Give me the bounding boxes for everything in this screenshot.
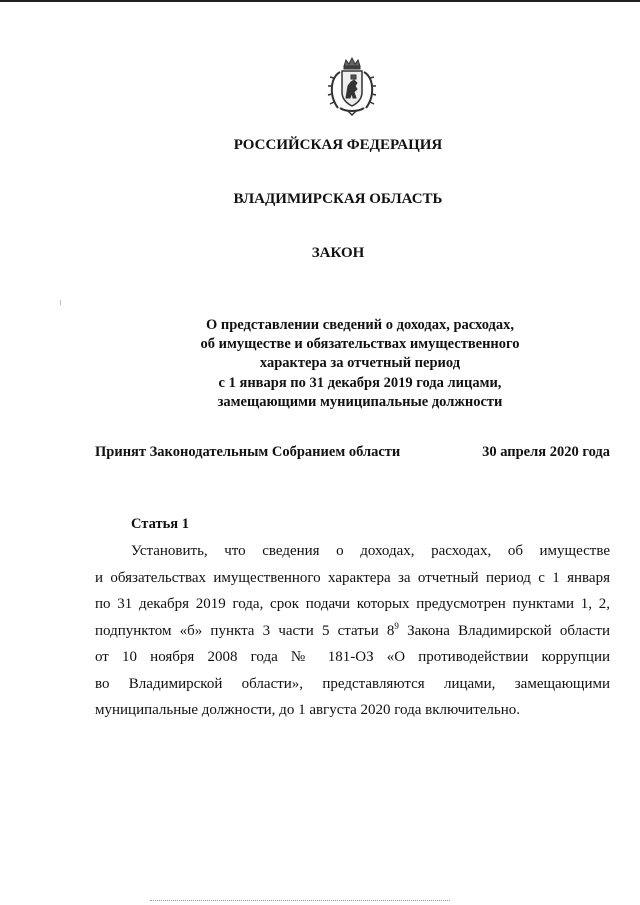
article-line-head: подпунктом «б» пункта 3 части 5 статьи 8 [95, 622, 395, 639]
article-line: и обязательствах имущественного характера за отчетный период с 1 января [95, 569, 610, 586]
law-title [140, 316, 580, 412]
law-title-line: характера за отчетный период [259, 355, 461, 372]
bottom-scan-dots [150, 900, 450, 901]
article-line-with-sup [95, 618, 610, 645]
country-heading: РОССИЙСКАЯ ФЕДЕРАЦИЯ [233, 137, 443, 153]
adoption-line [95, 444, 610, 461]
coat-of-arms-icon [326, 56, 378, 116]
scan-mark [60, 300, 61, 305]
law-title-line: О представлении сведений о доходах, расходах, [205, 317, 515, 333]
adoption-date: 30 апреля 2020 года [482, 444, 610, 460]
adopted-by: Принят Законодательным Собранием области [95, 444, 401, 460]
top-border [0, 0, 640, 2]
article-line: Установить, что сведения о доходах, расходах, об имуществе [131, 543, 610, 559]
article-line: муниципальные должности, до 1 августа 2020 года включительно. [95, 702, 521, 718]
article-line-tail: Закона Владимирской области [398, 622, 611, 639]
law-title-line: замещающими муниципальные должности [217, 393, 503, 410]
article-superscript: 9 [394, 620, 399, 631]
article-line: по 31 декабря 2019 года, срок подачи которых предусмотрен пунктами 1, 2, [95, 596, 610, 612]
doc-type-heading: ЗАКОН [311, 245, 365, 261]
law-title-line: об имуществе и обязательствах имущественного [200, 336, 520, 353]
article-line: во Владимирской области», представляются лицами, замещающими [95, 675, 610, 692]
article-line: от 10 ноября 2008 года № 181-ОЗ «О противодействии коррупции [95, 649, 610, 665]
article-body [95, 538, 610, 724]
region-heading: ВЛАДИМИРСКАЯ ОБЛАСТЬ [233, 191, 443, 207]
law-title-line: с 1 января по 31 декабря 2019 года лицами, [218, 374, 502, 391]
article-title: Статья 1 [131, 516, 189, 532]
